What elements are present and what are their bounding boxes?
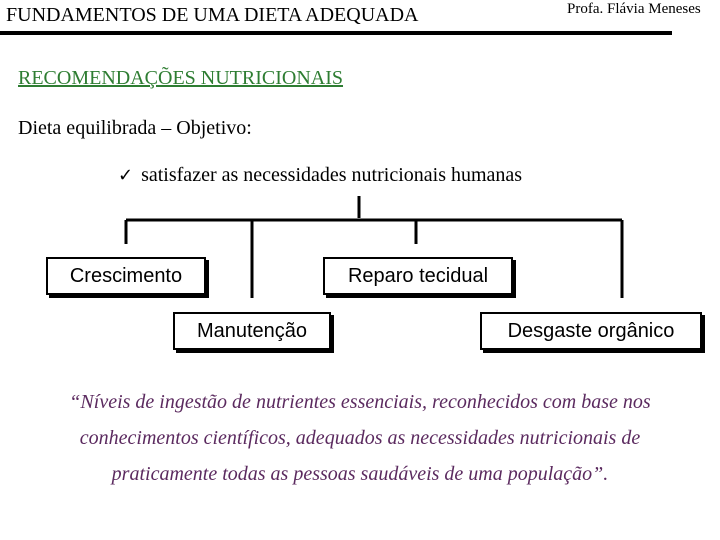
section-heading: RECOMENDAÇÕES NUTRICIONAIS bbox=[18, 67, 344, 89]
author-name: Profa. Flávia Meneses bbox=[567, 1, 701, 17]
lead-text: Dieta equilibrada – Objetivo: bbox=[18, 117, 252, 139]
box-desgaste-organico: Desgaste orgânico bbox=[480, 312, 702, 350]
definition-quote: “Níveis de ingestão de nutrientes essenciais, reconhecidos com base nos conhecimentos científicos, adequados as necessidades nutricionais de praticamente todas as pessoas saudáveis de uma população”. bbox=[69, 391, 651, 485]
box-manutencao: Manutenção bbox=[173, 312, 331, 350]
checkmark-icon: ✓ bbox=[118, 165, 134, 186]
slide-title: FUNDAMENTOS DE UMA DIETA ADEQUADA bbox=[6, 4, 419, 26]
box-crescimento: Crescimento bbox=[46, 257, 206, 295]
objective-text: satisfazer as necessidades nutricionais humanas bbox=[141, 164, 523, 186]
box-reparo-tecidual: Reparo tecidual bbox=[323, 257, 513, 295]
